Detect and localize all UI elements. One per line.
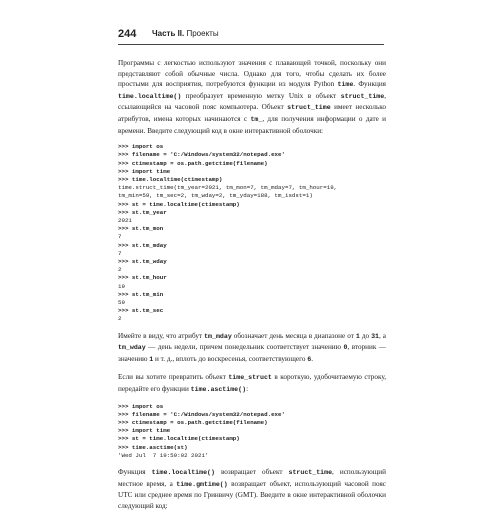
code-input-line: >>> ctimestamp = os.path.getctime(filename) [118,159,268,167]
code-output-line: 'Wed Jul 7 19:59:02 2021' [118,451,209,459]
text-run: . [311,354,314,363]
code-output-line: 59 [118,299,125,307]
text-run: преобразует временную метку Unix в объект [181,91,341,100]
text-run: обозначает день месяца в диапазоне от [231,331,356,340]
text-run: : [246,385,249,393]
code-input-line: >>> st = time.localtime(ctimestamp) [118,200,240,208]
inline-code: struct_time [340,92,385,100]
text-run: возвращает объект, использующий часовой пояс UTC или среднее время по Гринвичу (GMT). Введите в окне интерактивной оболочки следующий код: [118,479,386,510]
code-input-line: >>> st.tm_hour [118,274,167,282]
code-input-line: >>> import os [118,402,164,410]
inline-code: time.localtime() [118,92,182,100]
inline-code: tm_wday [118,344,146,352]
text-run: имеет несколько атрибутов, имена которых начинаются с [118,103,386,123]
page-number: 244 [118,28,137,40]
inline-code: 1 [149,355,154,363]
code-output-line: 7 [118,233,122,241]
code-input-line: >>> filename = 'C:/Windows/system32/notepad.exe' [118,151,285,159]
code-input-line: >>> st = time.localtime(ctimestamp) [118,435,240,443]
paragraph-intro [118,58,386,136]
text-run: Программы с легкостью используют значения с плавающей точкой, поскольку они представляют собой обычные числа. Однако для того, чтобы сделать их более простыми для восприятия, потребуются функции из модуля Python [118,59,386,89]
text-run: до [359,331,372,340]
inline-code: 31 [371,332,379,340]
code-output-line: time.struct_time(tm_year=2021, tm_mon=7, tm_mday=7, tm_hour=19, [118,184,338,192]
code-input-line: >>> st.tm_sec [118,307,164,315]
code-input-line: >>> time.asctime(st) [118,443,188,451]
text-run: возвращает объект [214,468,289,477]
text-run: , ссылающийся на часовой пояс компьютера. Объект [118,91,386,112]
code-listing-localtime [118,143,386,323]
inline-code: time [337,81,354,89]
code-input-line: >>> st.tm_mday [118,241,167,249]
text-run: . Функция [353,80,386,89]
text-run: и т. д., вплоть до воскресенья, соответствующего [153,354,308,363]
code-input-line: >>> time.localtime(ctimestamp) [118,175,223,183]
code-output-line: 2 [118,315,122,323]
code-output-line: 7 [118,249,122,257]
paragraph-asctime [118,372,386,395]
code-input-line: >>> st.tm_year [118,208,167,216]
inline-code: 0 [343,344,348,352]
text-run: , а [379,331,386,340]
text-run: , для получения информации о дате и времени. Введите следующий код в окне интерактивной оболочки: [118,114,387,135]
paragraph-tm-attributes [118,331,386,366]
code-input-line: >>> ctimestamp = os.path.getctime(filename) [118,419,268,426]
text-run: , вторник — значению [118,343,386,363]
part-name: Проекты [184,29,219,38]
code-output-line: 2021 [118,216,132,224]
text-run: — день недели, причем понедельник соответствует значению [145,343,344,352]
inline-code: time.gmtime() [176,480,228,488]
part-label: Часть II. [152,29,185,38]
text-run: Функция [118,468,152,477]
inline-code: tm_mday [204,332,232,340]
page-body [118,58,386,518]
code-input-line: >>> st.tm_wday [118,258,167,265]
inline-code: 1 [355,332,360,340]
inline-code: struct_time [287,104,331,112]
text-run: Если вы хотите превратить объект [118,373,229,382]
inline-code: time_struct [228,374,272,382]
inline-code: time.localtime() [151,469,215,477]
text-run: в короткую, удобочитаемую строку, передайте его функции [118,373,387,393]
inline-code: 6 [307,355,312,363]
running-header [118,24,384,45]
code-output-line: 2 [118,266,122,274]
code-output-line: 19 [118,282,125,290]
code-input-line: >>> st.tm_mon [118,225,164,233]
code-input-line: >>> filename = 'C:/Windows/system32/notepad.exe' [118,410,285,418]
code-input-line: >>> import os [118,143,164,151]
code-input-line: >>> st.tm_min [118,290,164,298]
code-listing-asctime [118,403,386,460]
inline-code: time.asctime() [190,386,247,393]
inline-code: struct_time [288,469,333,477]
code-input-line: >>> import time [118,427,171,435]
paragraph-gmtime [118,467,386,511]
text-run: , использующий местное время, а [118,468,386,488]
text-run: Имейте в виду, что атрибут [118,331,205,340]
code-output-line: tm_min=59, tm_sec=2, tm_wday=2, tm_yday=188, tm_isdst=1) [118,192,313,200]
part-title [152,29,219,38]
inline-code: tm_ [250,115,263,123]
code-input-line: >>> import time [118,167,171,175]
